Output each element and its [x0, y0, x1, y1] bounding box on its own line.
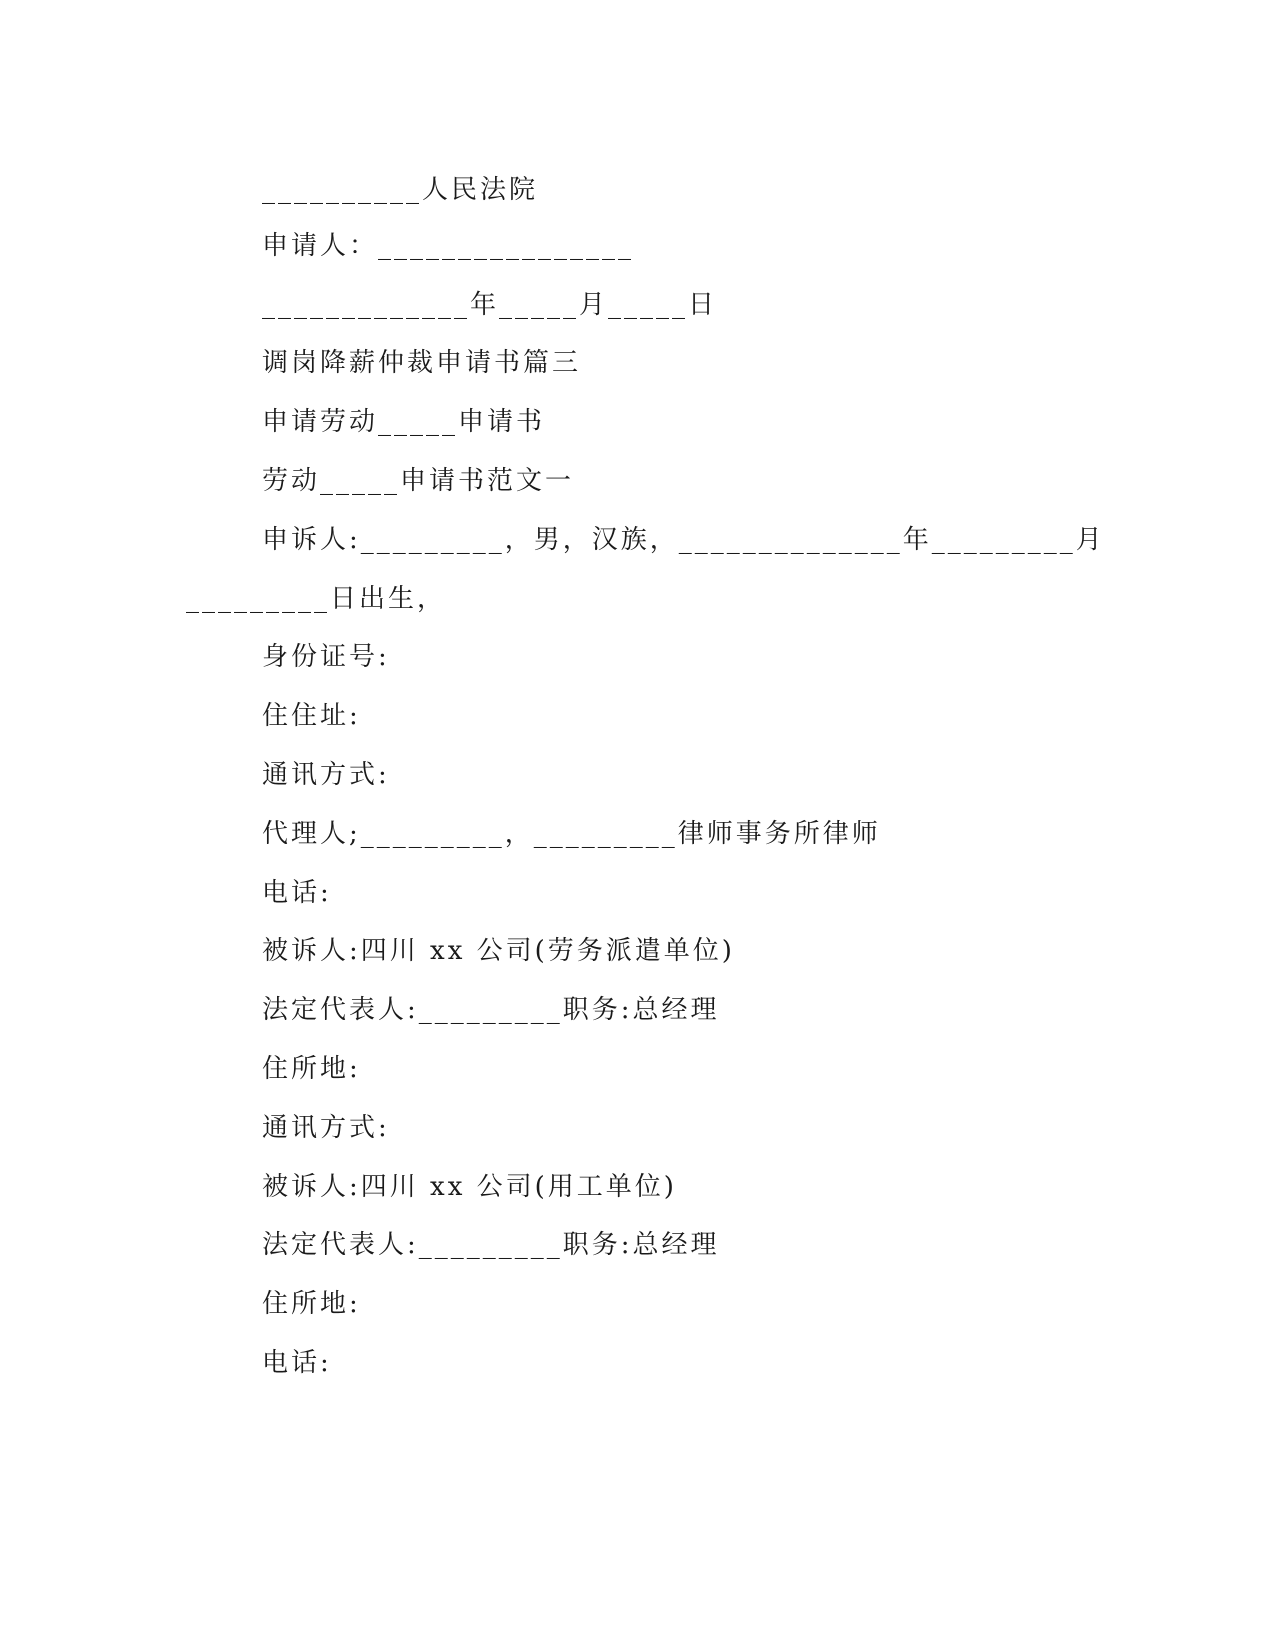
id-number-line: 身份证号:	[262, 642, 390, 672]
heading-line: 申请劳动_____申请书	[262, 407, 546, 437]
section-title: 调岗降薪仲裁申请书篇三	[262, 348, 582, 378]
agent-line: 代理人;_________，_________律师事务所律师	[262, 819, 881, 849]
date-line: _____________年_____月_____日	[262, 290, 718, 320]
birth-line: _________日出生，	[186, 584, 447, 614]
applicant-line: 申请人：________________	[262, 231, 635, 261]
phone-2-line: 电话:	[262, 1348, 332, 1378]
domicile-2-line: 住所地:	[262, 1289, 361, 1319]
respondent-1-line: 被诉人:四川 xx 公司(劳务派遣单位)	[262, 936, 735, 966]
legal-rep-1-line: 法定代表人:_________职务:总经理	[262, 995, 720, 1025]
phone-line: 电话:	[262, 878, 332, 908]
respondent-2-line: 被诉人:四川 xx 公司(用工单位)	[262, 1172, 677, 1202]
court-line: __________人民法院	[262, 175, 539, 205]
address-line: 住住址:	[262, 701, 361, 731]
domicile-1-line: 住所地:	[262, 1054, 361, 1084]
contact-2-line: 通讯方式:	[262, 1113, 390, 1143]
sample-title: 劳动_____申请书范文一	[262, 466, 575, 496]
contact-line: 通讯方式:	[262, 760, 390, 790]
legal-rep-2-line: 法定代表人:_________职务:总经理	[262, 1230, 720, 1260]
claimant-line: 申诉人:_________，男，汉族，______________年_________月	[262, 525, 1105, 555]
